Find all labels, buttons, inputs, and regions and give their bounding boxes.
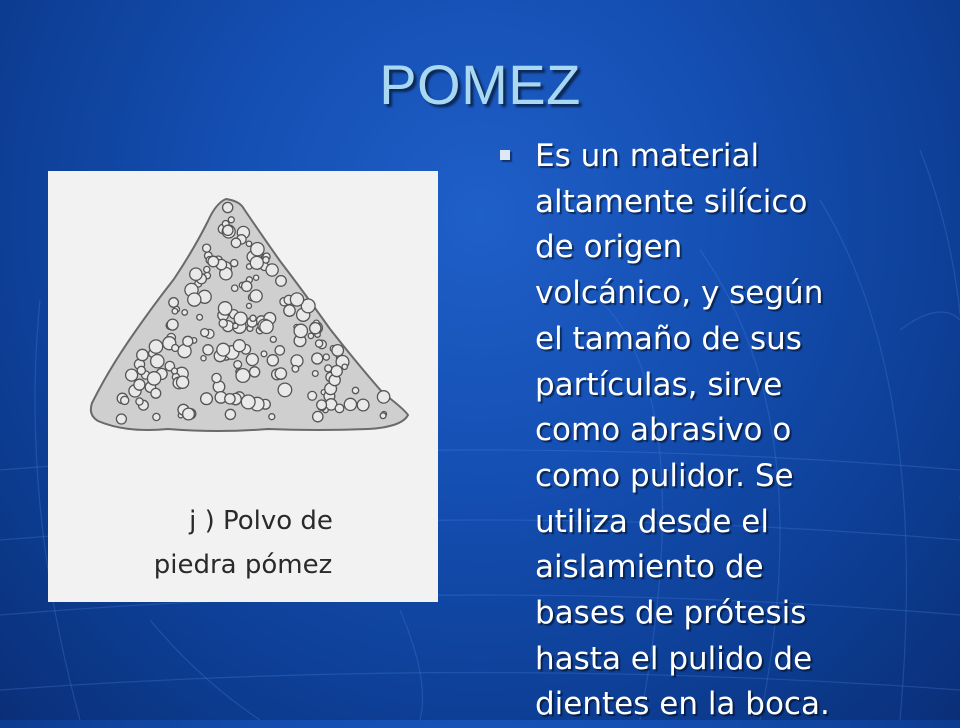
pumice-particle [284,305,295,316]
pumice-particle [183,336,193,346]
pumice-particle [208,256,219,267]
pumice-particle [212,373,221,382]
pumice-particle [236,369,250,383]
pumice-particle [267,355,278,366]
pumice-particle [332,345,344,357]
figure-caption-line2: piedra pómez [153,550,333,580]
pumice-particle [292,366,299,373]
pumice-particle [331,366,342,377]
pumice-particle [225,394,235,404]
pumice-particle [250,256,263,269]
pumice-particle [316,340,323,347]
pumice-particle [183,408,195,420]
pumice-particle [204,266,210,272]
pumice-particle [201,329,209,337]
pumice-particle [312,353,323,364]
figure-caption-line1: j ) Polvo de [189,506,333,536]
pumice-particle [291,355,303,367]
pumice-particle [223,225,233,235]
bullet-text [535,134,945,728]
pumice-particle [275,346,284,355]
pumice-particle [250,315,256,321]
bullet-line: como pulidor. Se [535,457,794,494]
pumice-particle [231,260,238,267]
pumice-particle [250,290,262,302]
pumice-particle [234,361,242,369]
bullet-line: utiliza desde el [535,503,769,540]
bullet-line: volcánico, y según [535,275,824,312]
pumice-particle [172,308,178,314]
pumice-particle [308,333,313,338]
bullet-line: bases de prótesis [535,595,807,632]
pumice-particle [167,319,178,330]
pumice-particle [116,414,126,424]
pumice-particle [317,400,327,410]
pumice-particle [136,398,143,405]
pumice-particle [147,372,160,385]
pumice-particle [197,314,203,320]
pumice-figure [48,171,438,602]
pumice-particle [137,349,148,360]
pumice-particle [352,387,358,393]
bullet-line: Es un material [535,138,760,174]
pumice-particle [217,343,230,356]
pumice-particle [218,302,231,315]
pumice-particle [149,340,162,353]
pumice-particle [182,310,188,316]
bullet-line: dientes en la boca. [535,686,830,723]
pumice-particle [246,241,251,246]
pumice-particle [242,281,252,291]
pumice-particle [377,391,389,403]
pumice-particle [308,391,317,400]
pumice-particle [335,404,344,413]
pumice-particle [233,340,245,352]
pumice-particle [312,371,318,377]
pumice-particle [313,411,323,421]
pumice-particle [203,244,211,252]
pumice-particle [261,351,267,357]
bullet-line: altamente silícico [535,183,808,220]
pumice-particle [241,395,255,409]
pumice-particle [290,293,303,306]
pumice-particle [232,285,238,291]
bullet-line: el tamaño de sus [535,320,802,357]
pumice-particle [153,413,160,420]
pumice-particle [266,264,278,276]
pumice-particle [203,345,213,355]
bullet-line: como abrasivo o [535,412,792,449]
pumice-particle [223,202,233,212]
pumice-particle [278,383,292,397]
pumice-particle [246,354,258,366]
pumice-particle [380,413,386,419]
pumice-particle [201,393,213,405]
pumice-particle [357,399,369,411]
pumice-particle [260,320,273,333]
pumice-particle [151,388,161,398]
bullet-line: hasta el pulido de [535,640,813,677]
pumice-particle [275,368,286,379]
pumice-particle [177,376,189,388]
pumice-particle [233,323,238,328]
pumice-particle [188,293,201,306]
pumice-particle [250,367,260,377]
pumice-particle [201,356,206,361]
bullet-line: partículas, sirve [535,366,783,403]
pumice-particle [323,354,329,360]
pumice-particle [270,336,276,342]
pumice-particle [269,414,275,420]
pumice-particle [126,369,138,381]
pumice-particle [342,364,347,369]
pumice-particle [225,409,235,419]
bullet-line: de origen [535,229,683,266]
pumice-particle [172,345,179,352]
pumice-particle [219,319,227,327]
pumice-particle [151,355,164,368]
pumice-particle [121,396,129,404]
pumice-particle [276,276,287,287]
pumice-particle [251,243,264,256]
pumice-powder-illustration [48,171,438,501]
pumice-particle [231,238,240,247]
bullet-marker-icon [500,150,510,160]
pumice-particle [344,398,356,410]
pumice-particle [254,275,259,280]
pumice-particle [247,303,252,308]
pumice-particle [310,323,321,334]
pumice-particle [134,379,145,390]
pumice-particle [325,365,332,372]
bullet-line: aislamiento de [535,549,764,586]
pumice-particle [172,368,178,374]
pumice-particle [294,324,307,337]
pumice-particle [228,217,234,223]
pumice-particle [190,268,202,280]
slide-title: POMEZ [379,53,581,116]
pumice-particle [137,366,145,374]
